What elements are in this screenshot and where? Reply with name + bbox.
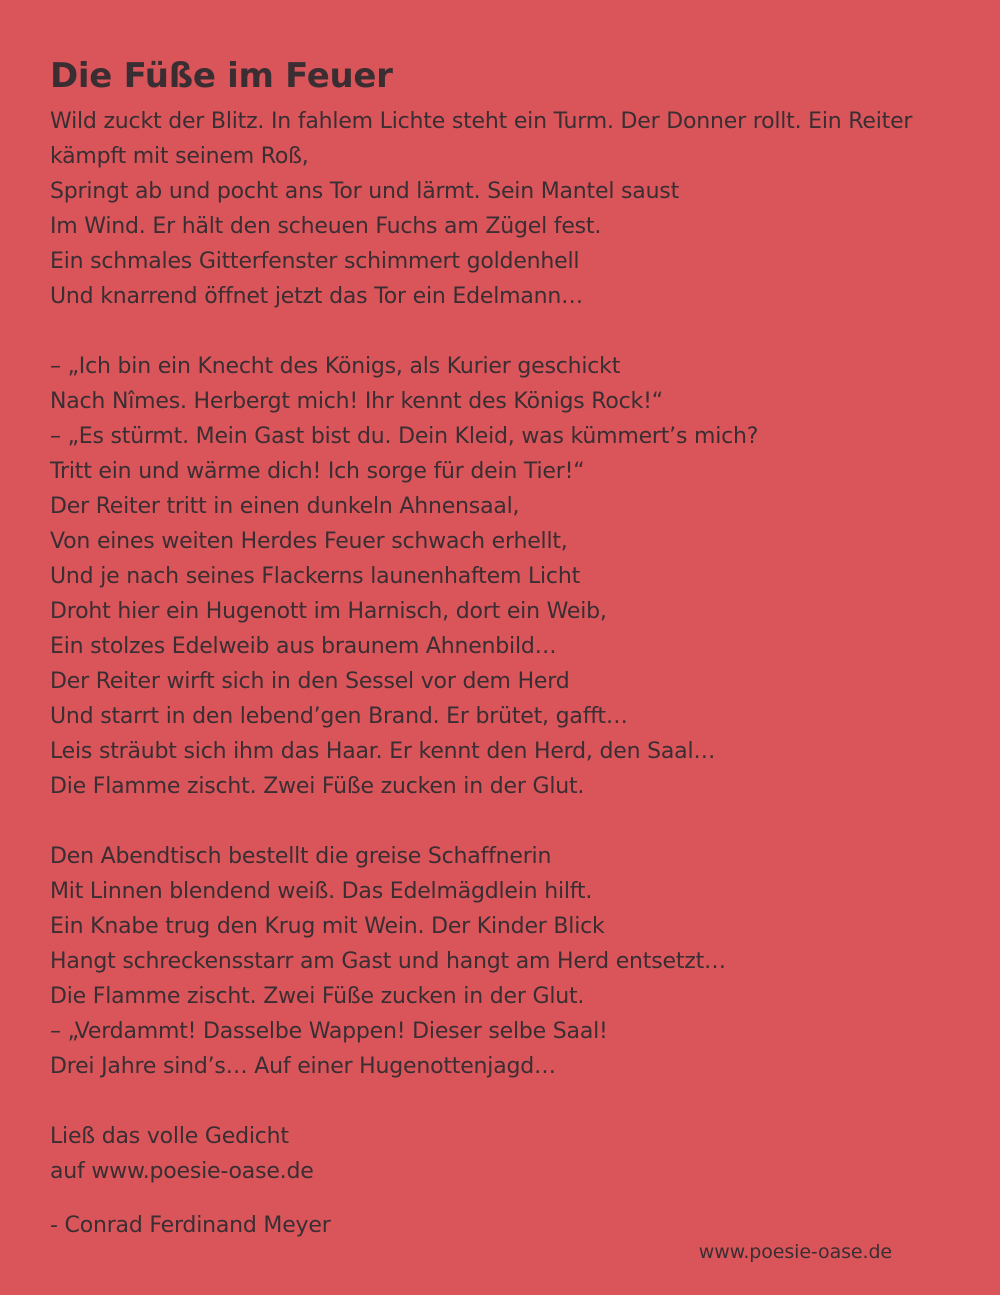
poem-line: Leis sträubt sich ihm das Haar. Er kennt den Herd, den Saal… [50,739,716,764]
poem-line: Ein schmales Gitterfenster schimmert goldenhell [50,249,580,274]
poem-line: Hangt schreckensstarr am Gast und hangt am Herd entsetzt… [50,949,726,974]
poem-line: Wild zuckt der Blitz. In fahlem Lichte steht ein Turm. Der Donner rollt. Ein Reiter [50,109,913,134]
poem-line: Ein Knabe trug den Krug mit Wein. Der Kinder Blick [50,914,605,939]
poem-line: Der Reiter tritt in einen dunkeln Ahnensaal, [50,494,520,519]
full-poem-note [50,1119,950,1189]
poem-line: Und knarrend öffnet jetzt das Tor ein Edelmann… [50,284,583,309]
poem-line: Nach Nîmes. Herbergt mich! Ihr kennt des Königs Rock!“ [50,389,663,414]
poem-title: Die Füße im Feuer [50,56,393,96]
poem-line: Die Flamme zischt. Zwei Füße zucken in der Glut. [50,984,585,1009]
stanza-gap [50,804,950,839]
stanza-gap [50,314,950,349]
poem-line: Tritt ein und wärme dich! Ich sorge für dein Tier!“ [50,459,585,484]
poem-line: Mit Linnen blendend weiß. Das Edelmägdlein hilft. [50,879,593,904]
poem-line: – „Ich bin ein Knecht des Königs, als Kurier geschickt [50,354,621,379]
poem-line: Der Reiter wirft sich in den Sessel vor dem Herd [50,669,570,694]
stanza-1 [50,104,950,314]
note-link-line[interactable]: auf www.poesie-oase.de [50,1159,314,1184]
note-line: Ließ das volle Gedicht [50,1124,289,1149]
poem-line: Ein stolzes Edelweib aus braunem Ahnenbild… [50,634,557,659]
poem-line: Den Abendtisch bestellt die greise Schaffnerin [50,844,552,869]
poem-line: kämpft mit seinem Roß, [50,144,309,169]
stanza-3 [50,839,950,1084]
poem-author: - Conrad Ferdinand Meyer [50,1213,331,1238]
poem-line: Drei Jahre sind’s… Auf einer Hugenottenjagd… [50,1054,556,1079]
poem-line: Die Flamme zischt. Zwei Füße zucken in der Glut. [50,774,585,799]
poem-line: Und starrt in den lebend’gen Brand. Er brütet, gafft… [50,704,628,729]
poem-line: Im Wind. Er hält den scheuen Fuchs am Zügel fest. [50,214,602,239]
poem-line: – „Verdammt! Dasselbe Wappen! Dieser selbe Saal! [50,1019,608,1044]
poem-line: – „Es stürmt. Mein Gast bist du. Dein Kleid, was kümmert’s mich? [50,424,759,449]
poem-line: Von eines weiten Herdes Feuer schwach erhellt, [50,529,568,554]
poem-line: Springt ab und pocht ans Tor und lärmt. Sein Mantel saust [50,179,679,204]
poem-line: Droht hier ein Hugenott im Harnisch, dort ein Weib, [50,599,607,624]
site-watermark: www.poesie-oase.de [698,1241,892,1263]
poem-page [50,52,950,1243]
stanza-2 [50,349,950,804]
poem-line: Und je nach seines Flackerns launenhaftem Licht [50,564,580,589]
